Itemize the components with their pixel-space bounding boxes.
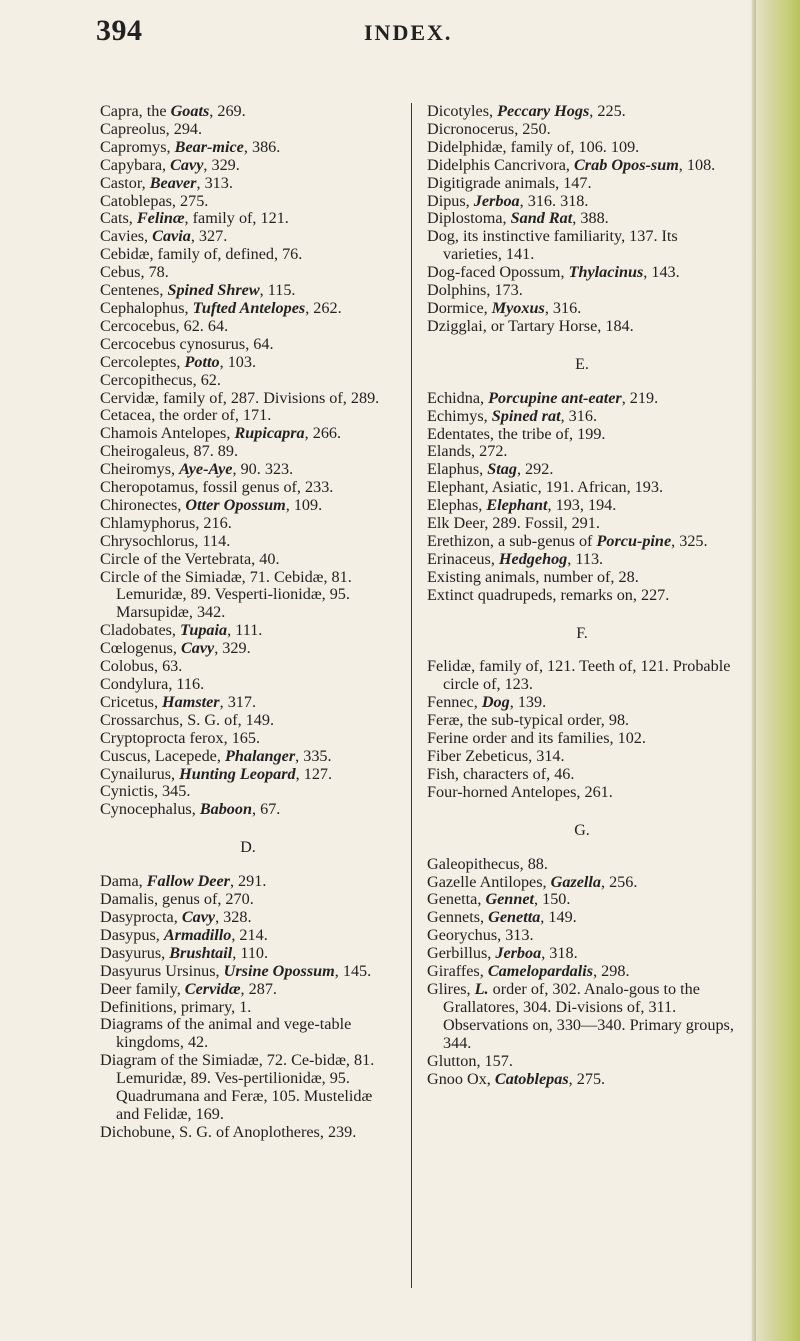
entry-common-name: Cavy: [181, 907, 216, 926]
entry-common-name: Spined Shrew: [167, 281, 260, 300]
index-entry: [100, 139, 396, 157]
entry-text: Damalis, genus of, 270.: [100, 890, 254, 909]
entry-common-name: Phalanger: [224, 746, 296, 765]
entry-text: , 292.: [516, 460, 554, 479]
entry-common-name: Otter Opossum: [185, 495, 286, 514]
entry-text: , 269.: [209, 102, 246, 120]
index-entry: [427, 730, 737, 748]
entry-text: order of, 302. Analo-gous to the Grallatores, 304. Di-visions of, 311. Observations on, 330—340. Primary groups, 344.: [443, 979, 734, 1052]
entry-text: Erethizon, a sub-genus of: [427, 531, 597, 550]
section-letter-e: E.: [575, 355, 589, 373]
entry-text: Crossarchus, S. G. of, 149.: [100, 710, 275, 729]
entry-text: Centenes,: [100, 281, 168, 300]
index-entry: [427, 443, 737, 461]
entry-text: Cladobates,: [100, 621, 181, 640]
entry-text: Cynictis, 345.: [100, 782, 191, 801]
index-entry: [100, 981, 396, 999]
index-entry: [100, 354, 396, 372]
page-edge-shadow: [750, 0, 756, 1341]
index-entry: [100, 891, 396, 909]
section-letter-d: D.: [240, 839, 256, 857]
index-entry: [427, 1071, 737, 1089]
entry-text: Cheiromys,: [100, 460, 180, 479]
entry-common-name: L.: [474, 979, 489, 998]
entry-text: Erinaceus,: [427, 549, 499, 568]
index-entry: [427, 748, 737, 766]
index-entry: [100, 676, 396, 694]
entry-text: Cephalophus,: [100, 298, 193, 317]
entry-common-name: Jerboa: [473, 191, 520, 210]
index-entry: [427, 228, 737, 264]
entry-text: , 275.: [568, 1069, 606, 1088]
index-entry: [427, 569, 737, 587]
running-head: INDEX.: [364, 20, 453, 45]
entry-common-name: Jerboa: [495, 944, 542, 963]
entry-text: Catoblepas, 275.: [100, 191, 209, 210]
entry-common-name: Cavia: [152, 227, 191, 246]
entries-e: [427, 390, 737, 605]
index-entry: [427, 300, 737, 318]
entry-text: , family of, 121.: [184, 209, 289, 228]
index-entry: [427, 981, 737, 1053]
entry-text: Capra, the: [100, 102, 171, 120]
entry-text: , 335.: [295, 746, 332, 765]
entry-text: Feræ, the sub-typical order, 98.: [427, 711, 630, 730]
entry-text: , 298.: [593, 962, 630, 981]
entry-text: Ferine order and its families, 102.: [427, 729, 646, 748]
entry-text: Cercocebus cynosurus, 64.: [100, 334, 274, 353]
page-edge: [752, 0, 800, 1341]
entry-common-name: Beaver: [149, 173, 197, 192]
index-entry: [427, 909, 737, 927]
entry-text: Genetta,: [427, 890, 486, 909]
entry-text: Glires,: [427, 979, 475, 998]
entry-text: Castor,: [100, 173, 150, 192]
entry-common-name: Elephant: [486, 496, 548, 515]
entry-text: Dichobune, S. G. of Anoplotheres, 239.: [100, 1122, 357, 1141]
entry-common-name: Porcupine ant-eater: [488, 388, 622, 407]
entry-text: , 143.: [643, 263, 680, 282]
entry-common-name: Myoxus: [491, 298, 545, 317]
entry-common-name: Gazella: [550, 872, 601, 891]
entries-c: [100, 103, 396, 819]
entry-text: Cercopithecus, 62.: [100, 370, 221, 389]
index-entry: [100, 569, 396, 623]
entry-text: Capromys,: [100, 137, 175, 156]
entry-common-name: Genetta: [488, 908, 541, 927]
index-entry: [100, 407, 396, 425]
index-entry: [427, 927, 737, 945]
entry-common-name: Fallow Deer: [146, 872, 230, 891]
index-entry: [100, 336, 396, 354]
page-number: 394: [96, 14, 143, 47]
entry-text: , 108.: [678, 155, 716, 174]
index-entry: [100, 1052, 396, 1124]
index-entry: [100, 801, 396, 819]
index-entry: [427, 408, 737, 426]
entry-text: Echimys,: [427, 406, 492, 425]
entry-text: , 225.: [589, 102, 626, 120]
entry-common-name: Felinæ: [136, 209, 185, 228]
entry-text: , 111.: [227, 621, 263, 640]
entry-text: Chlamyphorus, 216.: [100, 513, 232, 532]
index-entry: [100, 210, 396, 228]
entry-common-name: Peccary Hogs: [497, 102, 590, 120]
entry-text: , 214.: [231, 925, 268, 944]
index-entry: [427, 891, 737, 909]
entry-text: Gennets,: [427, 908, 489, 927]
entry-text: Cuscus, Lacepede,: [100, 746, 225, 765]
index-entry: [427, 874, 737, 892]
entry-text: Diagram of the Simiadæ, 72. Ce-bidæ, 81. Lemuridæ, 89. Ves-pertilionidæ, 95. Quadrumana and Feræ, 105. Mustelidæ and Felidæ, 169.: [100, 1051, 375, 1123]
index-entry: [100, 622, 396, 640]
entry-text: Elk Deer, 289. Fossil, 291.: [427, 514, 600, 533]
entry-text: , 316.: [560, 406, 597, 425]
left-column: [100, 103, 396, 1142]
index-entry: [427, 712, 737, 730]
index-entry: [100, 193, 396, 211]
entry-text: , 287.: [240, 979, 277, 998]
entry-text: , 90. 323.: [232, 460, 294, 479]
entry-text: , 327.: [190, 227, 228, 246]
entry-text: Gerbillus,: [427, 944, 496, 963]
index-entry: [100, 730, 396, 748]
entry-text: , 317.: [219, 692, 257, 711]
entry-text: Cheropotamus, fossil genus of, 233.: [100, 478, 334, 497]
index-entry: [427, 856, 737, 874]
entry-text: , 318.: [541, 944, 578, 963]
entry-common-name: Tufted Antelopes: [192, 298, 306, 317]
entry-text: , 67.: [252, 800, 281, 819]
index-entry: [427, 282, 737, 300]
entry-text: Cheirogaleus, 87. 89.: [100, 442, 239, 461]
entry-common-name: Thylacinus: [568, 263, 644, 282]
entry-text: , 325.: [671, 531, 708, 550]
entry-text: Dog, its instinctive familiarity, 137. Its varieties, 141.: [427, 227, 678, 264]
entry-text: Fish, characters of, 46.: [427, 764, 575, 783]
entry-text: Elephas,: [427, 496, 487, 515]
index-entry: [100, 1016, 396, 1052]
entry-common-name: Stag: [487, 460, 517, 479]
entry-text: Chironectes,: [100, 495, 186, 514]
entry-common-name: Camelopardalis: [487, 962, 594, 981]
index-entry: [427, 175, 737, 193]
index-entry: [427, 766, 737, 784]
index-entry: [427, 945, 737, 963]
entry-text: Existing animals, number of, 28.: [427, 567, 639, 586]
entry-text: Dipus,: [427, 191, 474, 210]
entry-text: Elands, 272.: [427, 442, 508, 461]
entries-d-right: [427, 103, 737, 336]
index-entry: [427, 515, 737, 533]
entry-text: Cercoleptes,: [100, 352, 185, 371]
entry-common-name: Armadillo: [163, 925, 232, 944]
index-entry: [100, 390, 396, 408]
entry-text: Cercocebus, 62. 64.: [100, 316, 229, 335]
entry-text: , 329.: [203, 155, 240, 174]
entry-text: , 110.: [232, 943, 269, 962]
entry-text: Elaphus,: [427, 460, 488, 479]
index-entry: [427, 121, 737, 139]
entry-text: Dasypus,: [100, 925, 164, 944]
index-entry: [100, 300, 396, 318]
section-letter-g: G.: [574, 821, 590, 839]
entry-common-name: Porcu-pine: [596, 531, 672, 550]
entry-text: , 150.: [534, 890, 571, 909]
entry-text: Cebidæ, family of, defined, 76.: [100, 245, 303, 264]
entry-text: Definitions, primary, 1.: [100, 997, 252, 1016]
entry-text: Diagrams of the animal and vege-table kingdoms, 42.: [100, 1015, 352, 1052]
entry-text: Cricetus,: [100, 692, 163, 711]
index-entry: [100, 873, 396, 891]
index-entry: [427, 694, 737, 712]
index-entry: [427, 497, 737, 515]
entry-text: Fennec,: [427, 693, 482, 712]
entry-text: , 145.: [334, 961, 372, 980]
entry-text: Circle of the Vertebrata, 40.: [100, 549, 280, 568]
index-entry: [100, 372, 396, 390]
index-entry: [100, 443, 396, 461]
entry-text: Chrysochlorus, 114.: [100, 531, 231, 550]
entry-text: Dasyurus,: [100, 943, 170, 962]
index-entry: [427, 390, 737, 408]
entry-text: Cats,: [100, 209, 137, 228]
section-letter-f: F.: [576, 624, 588, 642]
entry-common-name: Cavy: [170, 155, 204, 174]
entries-d-left: [100, 873, 396, 1142]
entry-text: Capybara,: [100, 155, 171, 174]
index-entry: [427, 264, 737, 282]
page-header: [96, 14, 706, 54]
index-entry: [100, 999, 396, 1017]
entry-text: Elephant, Asiatic, 191. African, 193.: [427, 478, 664, 497]
entry-text: Condylura, 116.: [100, 675, 205, 693]
entry-text: , 386.: [243, 137, 281, 156]
entry-text: Colobus, 63.: [100, 657, 183, 676]
index-entry: [100, 121, 396, 139]
entry-text: , 313.: [196, 173, 233, 192]
entry-text: Dama,: [100, 872, 147, 891]
entry-common-name: Brushtail: [169, 943, 233, 962]
index-entry: [100, 551, 396, 569]
entry-text: Georychus, 313.: [427, 926, 534, 945]
entry-text: , 256.: [600, 872, 638, 891]
entry-text: , 127.: [295, 764, 333, 783]
index-entry: [100, 318, 396, 336]
index-entry: [100, 927, 396, 945]
entry-text: Dicotyles,: [427, 102, 498, 120]
index-entry: [427, 963, 737, 981]
entry-text: Cavies,: [100, 227, 153, 246]
index-entry: [427, 551, 737, 569]
entry-text: , 103.: [219, 352, 257, 371]
entry-text: , 115.: [259, 281, 296, 300]
entry-text: Felidæ, family of, 121. Teeth of, 121. Probable circle of, 123.: [427, 657, 731, 694]
entries-f: [427, 658, 737, 801]
index-entry: [427, 103, 737, 121]
index-entry: [427, 318, 737, 336]
entry-text: Cœlogenus,: [100, 639, 181, 658]
entry-text: Dicronocerus, 250.: [427, 119, 551, 138]
entry-common-name: Catoblepas: [494, 1069, 569, 1088]
entry-text: Edentates, the tribe of, 199.: [427, 424, 606, 443]
entry-text: Dolphins, 173.: [427, 281, 523, 300]
entry-text: , 316. 318.: [519, 191, 589, 210]
index-entry: [427, 139, 737, 157]
entry-text: Echidna,: [427, 388, 489, 407]
right-column: [427, 103, 737, 1088]
entry-text: Gazelle Antilopes,: [427, 872, 551, 891]
index-entry: [100, 425, 396, 443]
entry-text: Dasyprocta,: [100, 907, 182, 926]
entry-common-name: Dog: [481, 693, 510, 712]
index-entry: [100, 712, 396, 730]
entry-text: Diplostoma,: [427, 209, 511, 228]
entry-text: Chamois Antelopes,: [100, 424, 235, 443]
entry-text: Galeopithecus, 88.: [427, 854, 548, 873]
index-entry: [100, 246, 396, 264]
entry-text: , 109.: [285, 495, 323, 514]
entry-text: , 266.: [304, 424, 342, 443]
entry-common-name: Bear-mice: [174, 137, 244, 156]
entry-common-name: Tupaia: [180, 621, 228, 640]
index-entry: [100, 963, 396, 981]
index-entry: [427, 533, 737, 551]
index-entry: [427, 784, 737, 802]
entry-text: Glutton, 157.: [427, 1051, 513, 1070]
index-entry: [100, 909, 396, 927]
entry-common-name: Rupicapra: [234, 424, 305, 443]
index-entry: [427, 426, 737, 444]
entry-common-name: Spined rat: [491, 406, 561, 425]
index-entry: [100, 945, 396, 963]
entry-text: Cetacea, the order of, 171.: [100, 406, 272, 425]
entry-text: Gnoo Ox,: [427, 1069, 495, 1088]
entry-text: , 328.: [215, 907, 252, 926]
entry-text: , 219.: [621, 388, 659, 407]
index-entry: [100, 103, 396, 121]
entry-common-name: Hamster: [162, 692, 220, 711]
entry-text: Dzigglai, or Tartary Horse, 184.: [427, 316, 634, 335]
index-entry: [100, 748, 396, 766]
entry-common-name: Crab Opos-sum: [574, 155, 679, 174]
entry-text: , 316.: [544, 298, 582, 317]
entry-text: Cebus, 78.: [100, 263, 169, 282]
entry-text: Fiber Zebeticus, 314.: [427, 747, 565, 765]
index-entry: [100, 157, 396, 175]
entry-text: , 149.: [540, 908, 577, 927]
index-entry: [427, 193, 737, 211]
entry-text: Capreolus, 294.: [100, 119, 203, 138]
index-entry: [427, 479, 737, 497]
entry-common-name: Goats: [170, 102, 210, 120]
entry-text: Giraffes,: [427, 962, 488, 981]
index-entry: [100, 175, 396, 193]
entry-text: , 193, 194.: [547, 496, 617, 515]
index-entry: [100, 479, 396, 497]
entry-text: Four-horned Antelopes, 261.: [427, 782, 613, 801]
entry-text: Digitigrade animals, 147.: [427, 173, 592, 192]
entry-text: , 262.: [305, 298, 342, 317]
entry-text: Deer family,: [100, 979, 185, 998]
index-entry: [427, 587, 737, 605]
entry-text: , 329.: [214, 639, 251, 658]
index-entry: [427, 658, 737, 694]
index-entry: [100, 783, 396, 801]
entry-common-name: Aye-Aye: [179, 460, 233, 479]
entry-text: Dasyurus Ursinus,: [100, 961, 224, 980]
entry-common-name: Cervidæ: [184, 979, 241, 998]
entry-text: Dog-faced Opossum,: [427, 263, 569, 282]
entry-text: , 388.: [572, 209, 609, 228]
column-divider: [411, 103, 412, 1288]
index-entry: [100, 497, 396, 515]
index-entry: [100, 533, 396, 551]
index-entry: [100, 694, 396, 712]
entry-text: Circle of the Simiadæ, 71. Cebidæ, 81. Lemuridæ, 89. Vesperti-lionidæ, 95. Marsupidæ, 342.: [100, 567, 352, 622]
entry-common-name: Ursine Opossum: [223, 961, 335, 980]
entry-text: , 291.: [229, 872, 267, 891]
index-entry: [100, 640, 396, 658]
index-entry: [100, 282, 396, 300]
entry-common-name: Sand Rat: [510, 209, 573, 228]
entry-text: Dormice,: [427, 298, 492, 317]
entry-text: Cynailurus,: [100, 764, 180, 783]
entry-text: Cynocephalus,: [100, 800, 200, 819]
index-entry: [427, 1053, 737, 1071]
entry-text: , 139.: [509, 693, 547, 712]
entry-text: Cervidæ, family of, 287. Divisions of, 289.: [100, 388, 380, 407]
index-entry: [100, 1124, 396, 1142]
index-entry: [427, 461, 737, 479]
entry-text: Cryptoprocta ferox, 165.: [100, 728, 261, 747]
entry-common-name: Hedgehog: [498, 549, 568, 568]
index-entry: [100, 658, 396, 676]
entry-text: Extinct quadrupeds, remarks on, 227.: [427, 585, 670, 604]
entry-common-name: Potto: [184, 352, 220, 371]
index-entry: [100, 228, 396, 246]
entry-common-name: Cavy: [180, 639, 215, 658]
entry-text: Didelphis Cancrivora,: [427, 155, 574, 174]
index-entry: [100, 264, 396, 282]
entry-common-name: Baboon: [199, 800, 252, 819]
index-entry: [427, 210, 737, 228]
index-entry: [100, 515, 396, 533]
index-entry: [100, 766, 396, 784]
index-entry: [427, 157, 737, 175]
index-entry: [100, 461, 396, 479]
entry-text: Didelphidæ, family of, 106. 109.: [427, 137, 640, 156]
entry-common-name: Hunting Leopard: [179, 764, 296, 783]
entry-common-name: Gennet: [485, 890, 534, 909]
entry-text: , 113.: [567, 549, 604, 568]
entries-g: [427, 856, 737, 1089]
